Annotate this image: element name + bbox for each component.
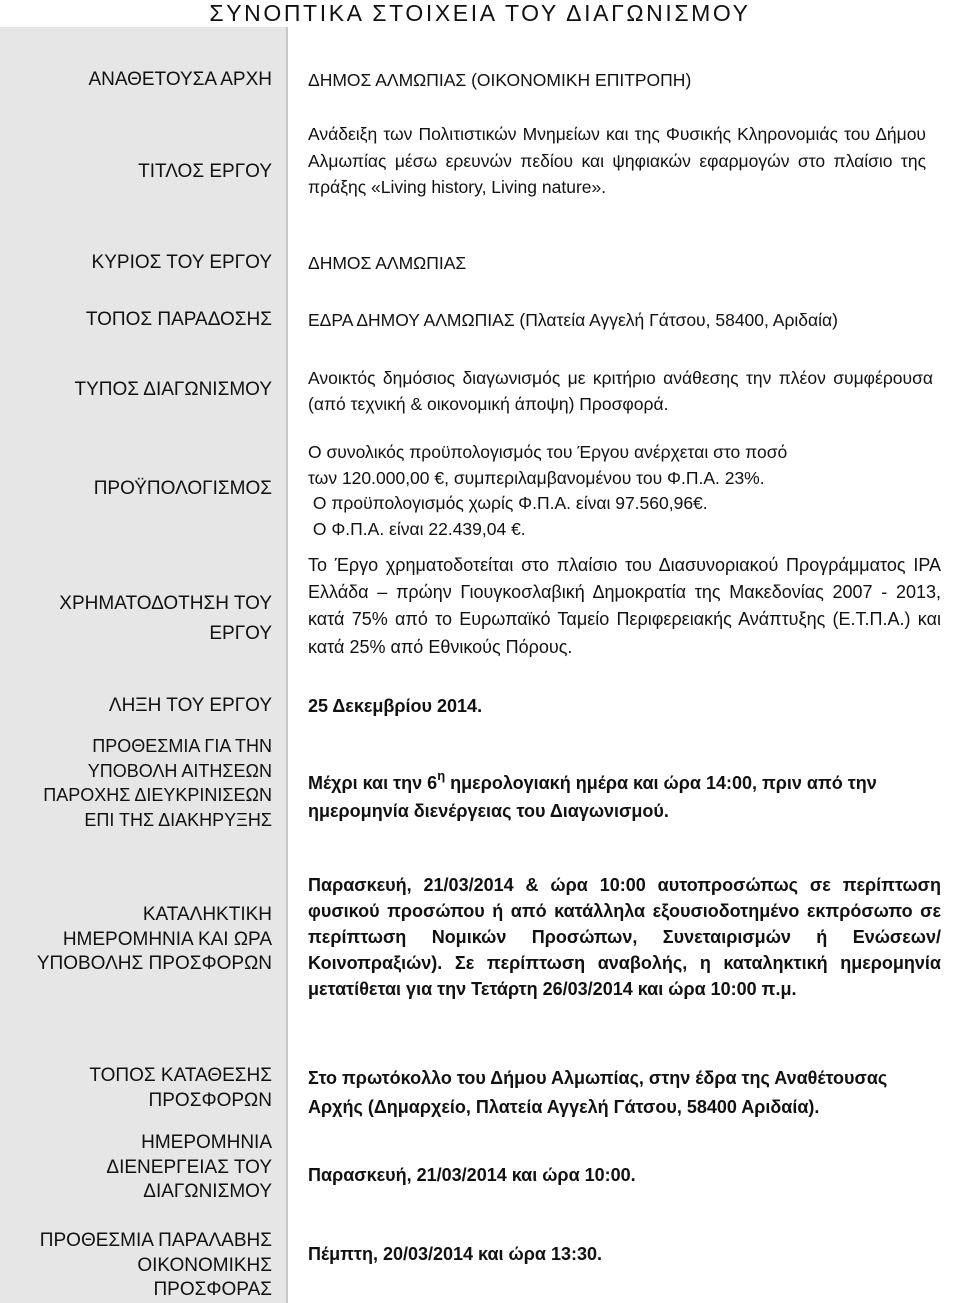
value-tender-type: Ανοικτός δημόσιος διαγωνισμός με κριτήριο ανάθεσης την πλέον συμφέρουσα (από τεχνική & οικονομική άποψη) Προσφορά. [308,368,933,414]
label-line: ΥΠΟΒΟΛΗ ΑΙΤΗΣΕΩΝ [87,760,272,781]
label-tender-date [2,1131,272,1205]
label-line: ΚΑΤΑΛΗΚΤΙΚΗ [142,904,272,925]
value-delivery-place: ΕΔΡΑ ΔΗΜΟΥ ΑΛΜΩΠΙΑΣ (Πλατεία Αγγελή Γάτσου, 58400, Αριδαία) [308,310,838,330]
label-financial-offer-deadline [2,1229,272,1303]
clarifications-ordinal: η [437,768,446,783]
value-funding: Το Έργο χρηματοδοτείται στο πλαίσιο του Διασυνοριακού Προγράμματος IPA Ελλάδα – πρώην Γιουγκοσλαβική Δημοκρατία της Μακεδονίας 2007 - 2013, κατά 75% από το Ευρωπαϊκό Ταμείο Περιφερειακής Ανάπτυξης (Ε.Τ.Π.Α.) και κατά 25% από Εθνικούς Πόρους. [308,555,941,657]
label-line: ΤΟΠΟΣ ΚΑΤΑΘΕΣΗΣ [89,1065,272,1086]
value-submission-deadline: Παρασκευή, 21/03/2014 & ώρα 10:00 αυτοπροσώπως σε περίπτωση φυσικού προσώπου ή από κατάλληλα εξουσιοδοτημένο εκπρόσωπο σε περίπτωση Νομικών Προσώπων, Συνεταιρισμών ή Ενώσεων/ Κοινοπραξιών). Σε περίπτωση αναβολής, η καταληκτική ημερομηνία μετατίθεται για την Τετάρτη 26/03/2014 και ώρα 10:00 π.μ. [308,875,941,999]
value-budget [308,440,941,542]
value-project-owner: ΔΗΜΟΣ ΑΛΜΩΠΙΑΣ [308,253,467,273]
value-project-end: 25 Δεκεμβρίου 2014. [308,696,483,716]
label-contracting-authority: ΑΝΑΘΕΤΟΥΣΑ ΑΡΧΗ [88,69,272,90]
clarifications-text-post: ημερολογιακή ημέρα και ώρα 14:00, πριν από την ημερομηνία διενέργειας του Διαγωνισμού. [308,773,877,821]
value-contracting-authority: ΔΗΜΟΣ ΑΛΜΩΠΙΑΣ (ΟΙΚΟΝΟΜΙΚΗ ΕΠΙΤΡΟΠΗ) [308,70,692,90]
value-clarifications-deadline [308,762,944,825]
label-tender-type: ΤΥΠΟΣ ΔΙΑΓΩΝΙΣΜΟΥ [74,379,272,400]
label-project-end: ΛΗΞΗ ΤΟΥ ΕΡΓΟΥ [108,695,272,716]
label-line: ΧΡΗΜΑΤΟΔΟΤΗΣΗ ΤΟΥ [59,593,272,614]
label-line: ΔΙΑΓΩΝΙΣΜΟΥ [143,1181,272,1202]
label-line: ΔΙΕΝΕΡΓΕΙΑΣ ΤΟΥ [106,1156,272,1178]
label-line: ΗΜΕΡΟΜΗΝΙΑ ΚΑΙ ΩΡΑ [62,928,272,950]
label-line: ΠΡΟΣΦΟΡΑΣ [153,1279,272,1300]
label-line: ΠΑΡΟΧΗΣ ΔΙΕΥΚΡΙΝΙΣΕΩΝ [43,785,272,805]
clarifications-text-pre: Μέχρι και την 6 [308,773,438,793]
label-project-owner: ΚΥΡΙΟΣ ΤΟΥ ΕΡΓΟΥ [91,252,272,273]
value-financial-offer-deadline: Πέμπτη, 20/03/2014 και ώρα 13:30. [308,1244,602,1264]
label-clarifications-deadline [2,734,272,832]
label-budget: ΠΡΟΫΠΟΛΟΓΙΣΜΟΣ [93,478,272,499]
label-line: ΠΡΟΘΕΣΜΙΑ ΓΙΑ ΤΗΝ [92,736,272,756]
value-submission-place: Στο πρωτόκολλο του Δήμου Αλμωπίας, στην έδρα της Αναθέτουσας Αρχής (Δημαρχείο, Πλατεία Αγγελή Γάτσου, 58400 Αριδαία). [308,1068,888,1117]
label-line: ΕΡΓΟΥ [209,622,272,644]
label-line: ΥΠΟΒΟΛΗΣ ΠΡΟΣΦΟΡΩΝ [36,953,272,974]
budget-line: Ο συνολικός προϋπολογισμός του Έργου ανέρχεται στο ποσό [308,442,788,462]
label-line: ΠΡΟΣΦΟΡΩΝ [148,1089,272,1111]
label-project-title: ΤΙΤΛΟΣ ΕΡΓΟΥ [138,161,272,182]
label-line: ΕΠΙ ΤΗΣ ΔΙΑΚΗΡΥΞΗΣ [84,809,272,830]
label-line: ΠΡΟΘΕΣΜΙΑ ΠΑΡΑΛΑΒΗΣ [39,1230,272,1251]
label-submission-deadline [2,903,272,977]
budget-line: Ο Φ.Π.Α. είναι 22.439,04 €. [308,518,526,539]
label-funding [2,592,272,646]
label-line: ΟΙΚΟΝΟΜΙΚΗΣ [137,1254,272,1276]
budget-line: Ο προϋπολογισμός χωρίς Φ.Π.Α. είναι 97.560,96€. [308,493,708,513]
value-tender-date: Παρασκευή, 21/03/2014 και ώρα 10:00. [308,1165,636,1185]
label-line: ΗΜΕΡΟΜΗΝΙΑ [141,1132,272,1153]
value-project-title: Ανάδειξη των Πολιτιστικών Μνημείων και της Φυσικής Κληρονομιάς του Δήμου Αλμωπίας μέσω ερευνών πεδίου και ψηφιακών εφαρμογών στο πλαίσιο της πράξης «Living history, Living nature». [308,124,926,198]
budget-line: των 120.000,00 €, συμπεριλαμβανομένου του Φ.Π.Α. 23%. [308,467,765,488]
label-submission-place [2,1064,272,1113]
document-title: ΣΥΝΟΠΤΙΚΑ ΣΤΟΙΧΕΙΑ ΤΟΥ ΔΙΑΓΩΝΙΣΜΟΥ [209,0,751,26]
label-delivery-place: ΤΟΠΟΣ ΠΑΡΑΔΟΣΗΣ [85,309,272,330]
